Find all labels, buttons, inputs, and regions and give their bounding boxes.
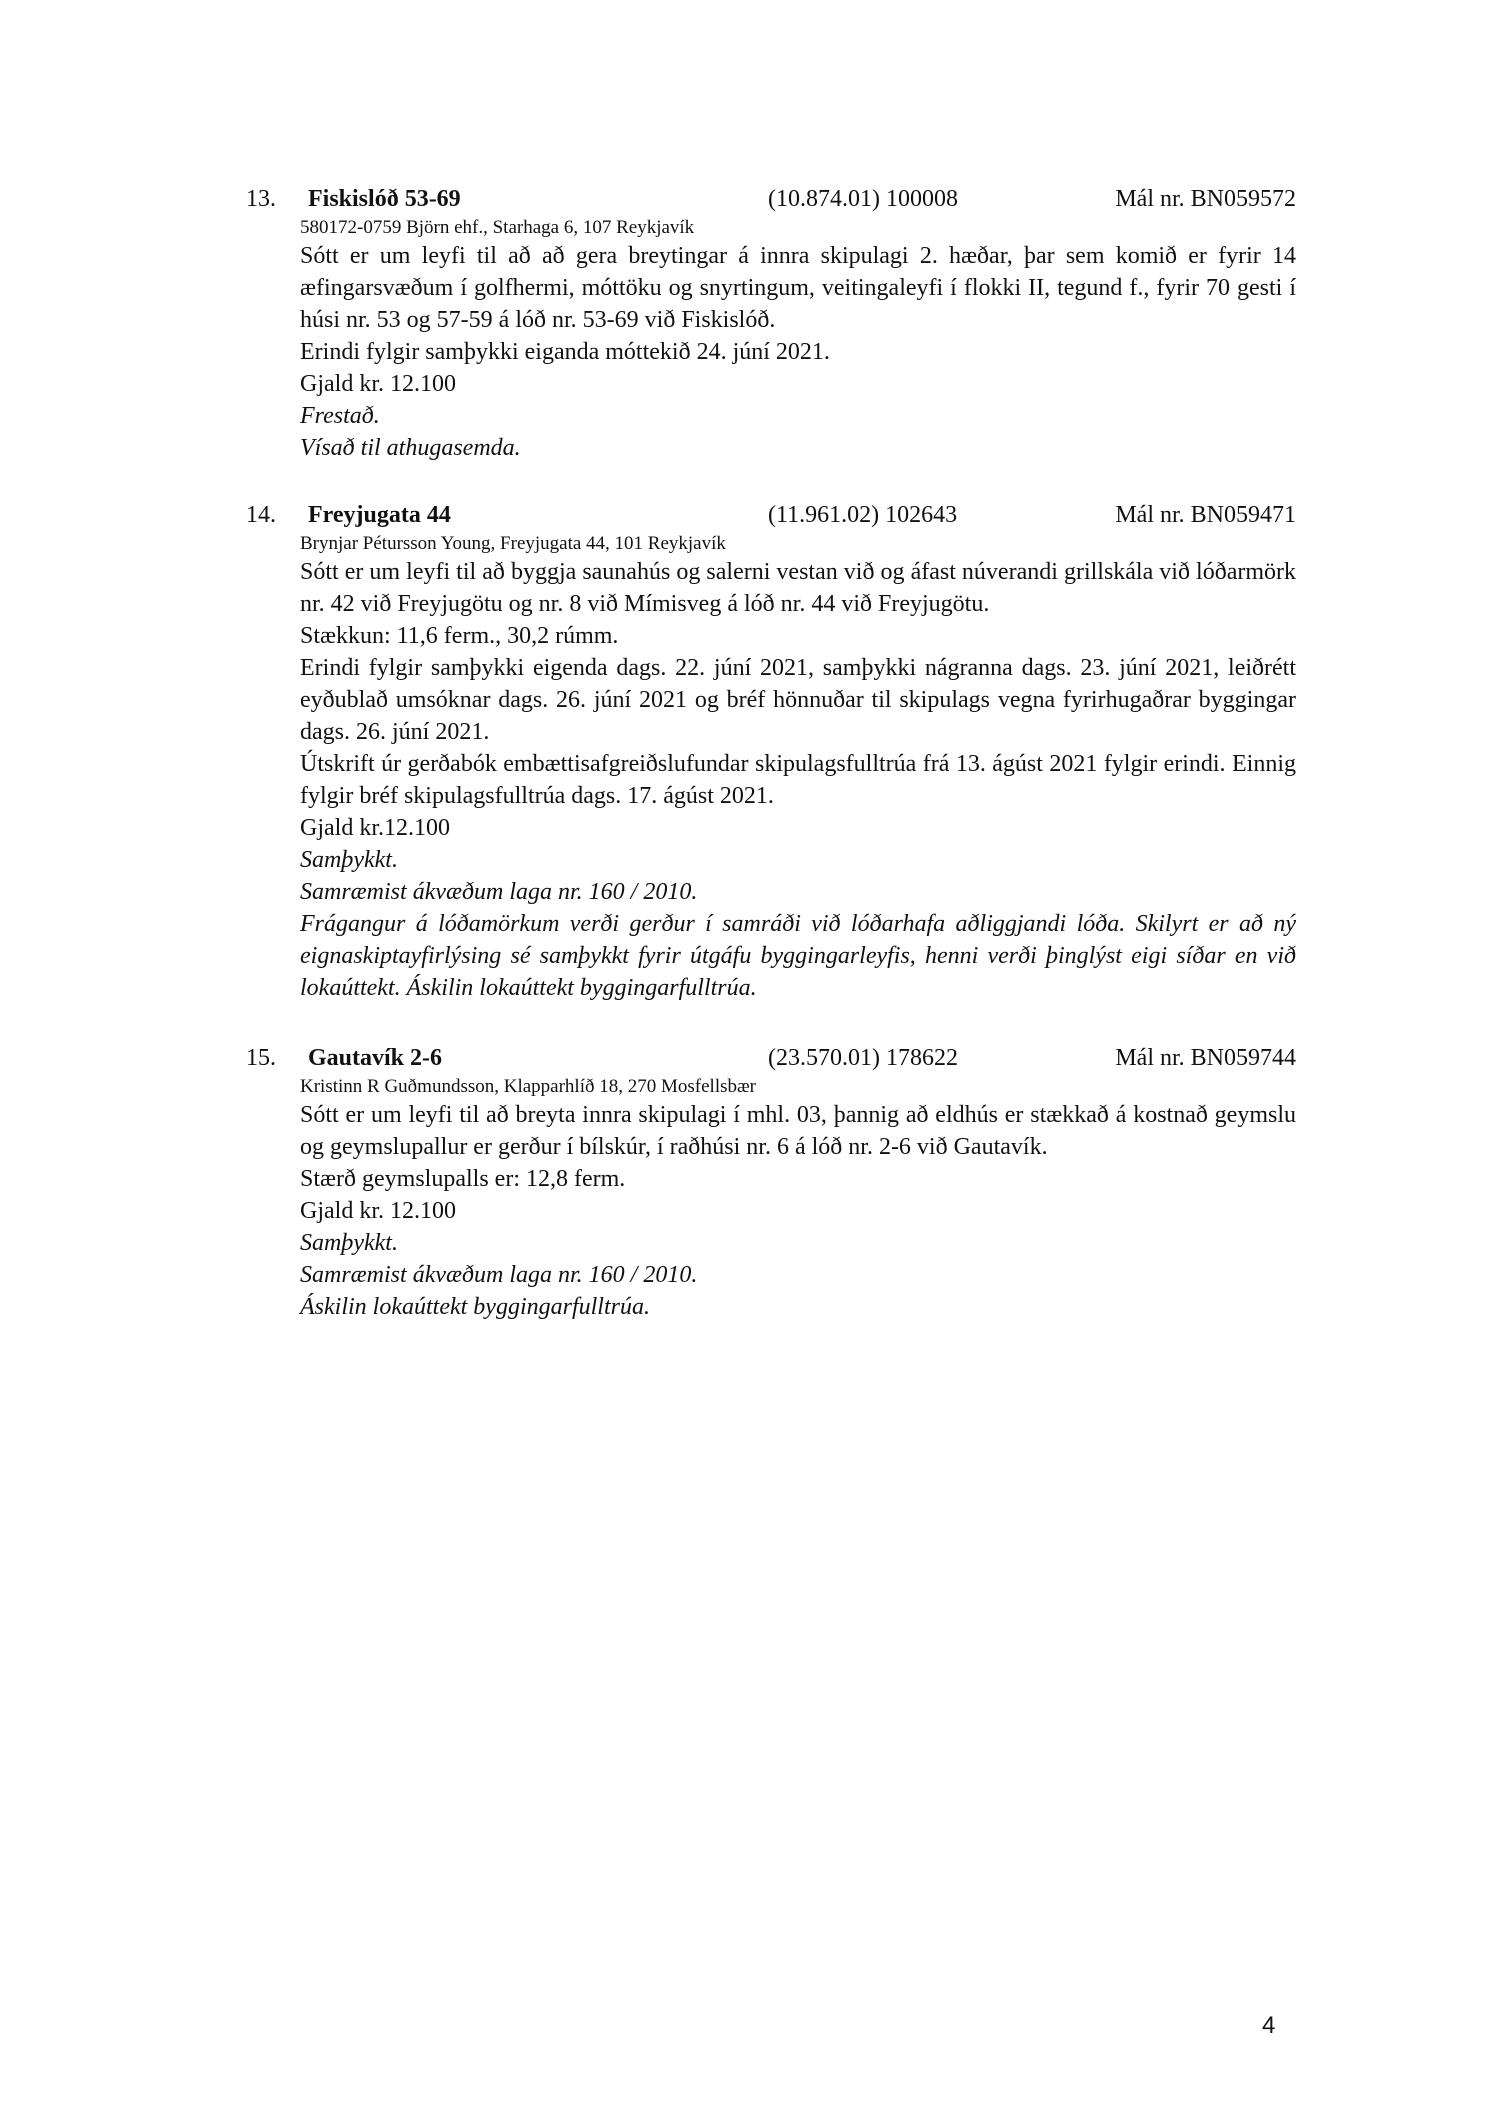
case-number-ref: Mál nr. BN059572 <box>1115 186 1296 212</box>
case-paragraph: Sótt er um leyfi til að breyta innra skipulagi í mhl. 03, þannig að eldhús er stækkað á kostnað geymslu og geymslupallur er gerður í bílskúr, í raðhúsi nr. 6 á lóð nr. 2-6 við Gautavík. <box>300 1102 1296 1160</box>
case-decision: Vísað til athugasemda. <box>300 435 521 461</box>
case-decision: Áskilin lokaúttekt byggingarfulltrúa. <box>300 1294 650 1320</box>
case-title: Fiskislóð 53-69 <box>308 186 461 212</box>
case-land-id: (11.961.02) 102643 <box>768 502 958 528</box>
case-paragraph: Stækkun: 11,6 ferm., 30,2 rúmm. <box>300 623 619 649</box>
case-number-ref: Mál nr. BN059744 <box>1115 1045 1296 1071</box>
case-15 <box>246 1042 1296 1323</box>
case-fee: Gjald kr. 12.100 <box>300 1198 456 1224</box>
case-decision: Samþykkt. <box>300 847 398 873</box>
case-body <box>300 531 1296 1004</box>
case-header <box>246 183 1296 215</box>
case-13 <box>246 183 1296 464</box>
case-number: 14. <box>246 502 276 528</box>
case-paragraph: Erindi fylgir samþykki eiganda móttekið 24. júní 2021. <box>300 339 830 365</box>
case-paragraph: Sótt er um leyfi til að byggja saunahús og salerni vestan við og áfast núverandi grillskála við lóðarmörk nr. 42 við Freyjugötu og nr. 8 við Mímisveg á lóð nr. 44 við Freyjugötu. <box>300 559 1296 617</box>
case-decision: Samræmist ákvæðum laga nr. 160 / 2010. <box>300 879 698 905</box>
case-header <box>246 499 1296 531</box>
page-number: 4 <box>1262 2012 1276 2039</box>
case-number: 13. <box>246 186 276 212</box>
case-paragraph: Útskrift úr gerðabók embættisafgreiðslufundar skipulagsfulltrúa frá 13. ágúst 2021 fylgir erindi. Einnig fylgir bréf skipulagsfulltrúa dags. 17. ágúst 2021. <box>300 751 1296 809</box>
case-header <box>246 1042 1296 1074</box>
case-paragraph: Stærð geymslupalls er: 12,8 ferm. <box>300 1166 626 1192</box>
case-decision: Frestað. <box>300 403 380 429</box>
case-body <box>300 215 1296 464</box>
case-title: Gautavík 2-6 <box>308 1045 443 1071</box>
case-land-id: (10.874.01) 100008 <box>768 186 958 212</box>
case-body <box>300 1074 1296 1323</box>
case-decision: Samræmist ákvæðum laga nr. 160 / 2010. <box>300 1262 698 1288</box>
case-14 <box>246 499 1296 1004</box>
case-land-id: (23.570.01) 178622 <box>768 1045 958 1071</box>
case-decision: Samþykkt. <box>300 1230 398 1256</box>
case-fee: Gjald kr. 12.100 <box>300 371 456 397</box>
case-fee: Gjald kr.12.100 <box>300 815 450 841</box>
applicant: Kristinn R Guðmundsson, Klapparhlíð 18, 270 Mosfellsbær <box>300 1076 756 1097</box>
case-number: 15. <box>246 1045 276 1071</box>
applicant: Brynjar Pétursson Young, Freyjugata 44, 101 Reykjavík <box>300 533 726 554</box>
case-title: Freyjugata 44 <box>308 502 451 528</box>
case-decision: Frágangur á lóðamörkum verði gerður í samráði við lóðarhafa aðliggjandi lóða. Skilyrt er að ný eignaskiptayfirlýsing sé samþykkt fyrir útgáfu byggingarleyfis, henni verði þinglýst eigi síðar en við lokaúttekt. Áskilin lokaúttekt byggingarfulltrúa. <box>300 911 1296 1001</box>
applicant: 580172-0759 Björn ehf., Starhaga 6, 107 Reykjavík <box>300 217 695 238</box>
case-paragraph: Erindi fylgir samþykki eigenda dags. 22. júní 2021, samþykki nágranna dags. 23. júní 2021, leiðrétt eyðublað umsóknar dags. 26. júní 2021 og bréf hönnuðar til skipulags vegna fyrirhugaðrar byggingar dags. 26. júní 2021. <box>300 655 1296 745</box>
case-number-ref: Mál nr. BN059471 <box>1115 502 1296 528</box>
case-paragraph: Sótt er um leyfi til að að gera breytingar á innra skipulagi 2. hæðar, þar sem komið er fyrir 14 æfingarsvæðum í golfhermi, móttöku og snyrtingum, veitingaleyfi í flokki II, tegund f., fyrir 70 gesti í húsi nr. 53 og 57-59 á lóð nr. 53-69 við Fiskislóð. <box>300 243 1296 333</box>
